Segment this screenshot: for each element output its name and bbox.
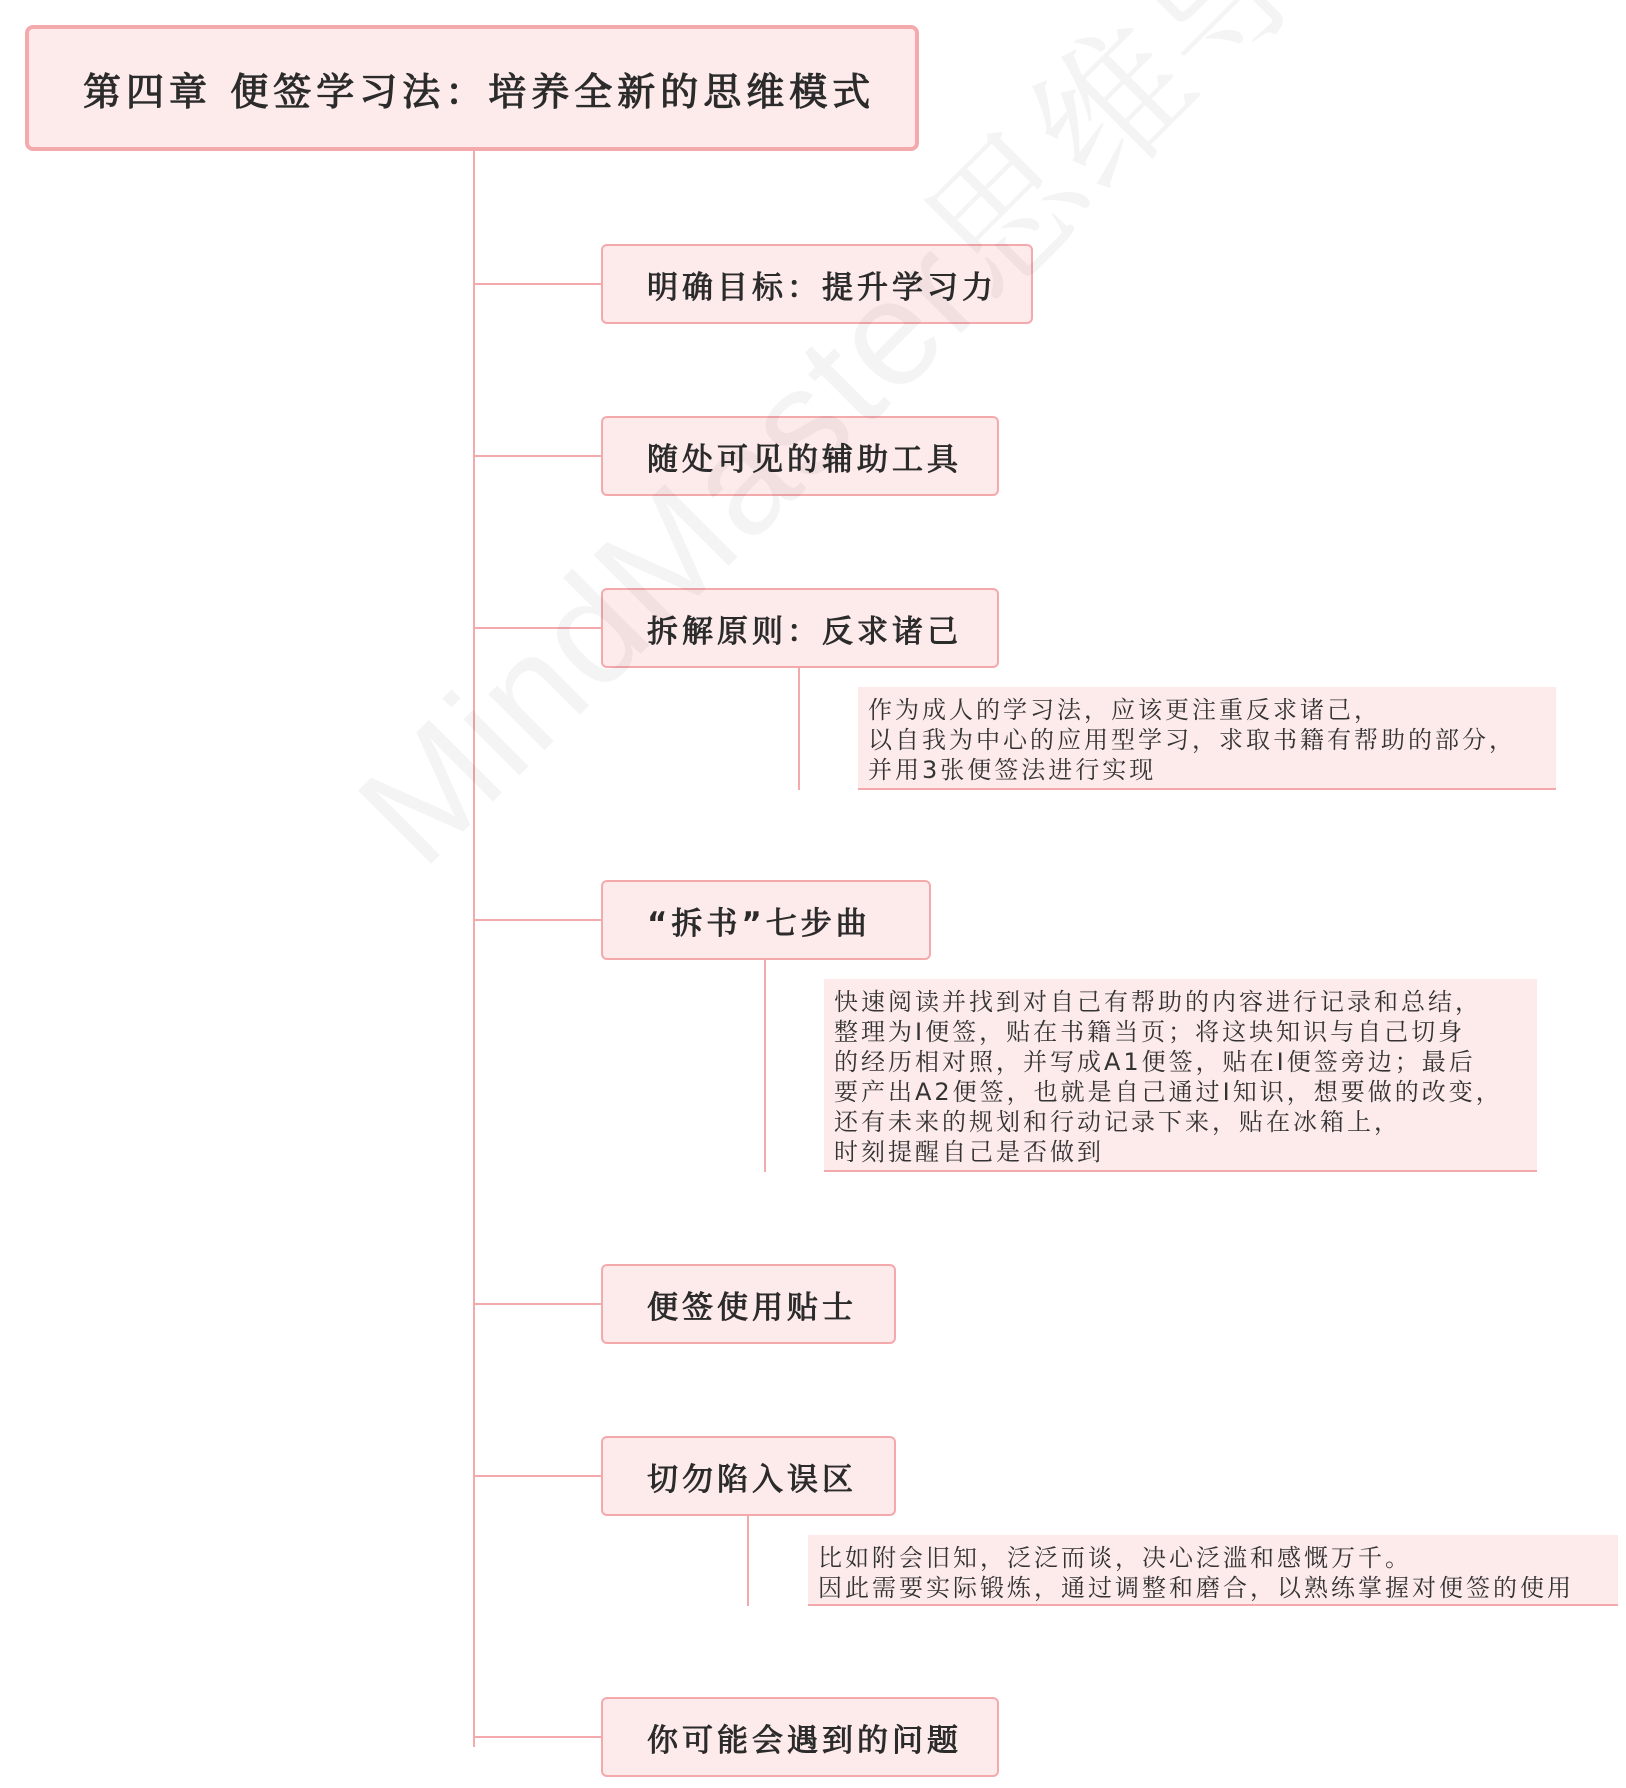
branch-line: [473, 1736, 603, 1738]
topic-label: “拆书”七步曲: [647, 905, 871, 942]
topic-label: 便签使用贴士: [647, 1289, 857, 1326]
topic-clear-goal[interactable]: [601, 244, 1033, 324]
branch-line: [473, 455, 603, 457]
topic-possible-problems[interactable]: [601, 1697, 999, 1777]
root-title: 第四章 便签学习法：培养全新的思维模式: [83, 69, 876, 114]
note-seven-steps[interactable]: 快速阅读并找到对自己有帮助的内容进行记录和总结， 整理为I便签，贴在书籍当页；将这块知识与自己切身 的经历相对照，并写成A1便签，贴在I便签旁边；最后 要产出A2便签，也就是自己通过I知识，想要做的改变， 还有未来的规划和行动记录下来，贴在冰箱上， 时刻提醒自己是否做到: [824, 979, 1537, 1172]
trunk-line: [473, 151, 475, 1747]
note-breakdown-principle[interactable]: 作为成人的学习法，应该更注重反求诸己， 以自我为中心的应用型学习，求取书籍有帮助的部分， 并用3张便签法进行实现: [858, 687, 1556, 790]
topic-label: 随处可见的辅助工具: [647, 441, 962, 478]
note-connector: [747, 1516, 749, 1606]
topic-label: 拆解原则：反求诸己: [647, 613, 962, 650]
topic-usage-tips[interactable]: [601, 1264, 896, 1344]
branch-line: [473, 1475, 603, 1477]
topic-avoid-pitfalls[interactable]: [601, 1436, 896, 1516]
branch-line: [473, 1303, 603, 1305]
topic-breakdown-principle[interactable]: [601, 588, 999, 668]
topic-label: 你可能会遇到的问题: [647, 1722, 962, 1759]
topic-label: 明确目标：提升学习力: [647, 269, 997, 306]
topic-seven-steps[interactable]: [601, 880, 931, 960]
topic-label: 切勿陷入误区: [647, 1461, 857, 1498]
root-topic[interactable]: [25, 25, 919, 151]
branch-line: [473, 283, 603, 285]
branch-line: [473, 627, 603, 629]
topic-auxiliary-tools[interactable]: [601, 416, 999, 496]
note-avoid-pitfalls[interactable]: 比如附会旧知，泛泛而谈，决心泛滥和感慨万千。 因此需要实际锻炼，通过调整和磨合，以熟练掌握对便签的使用: [808, 1535, 1618, 1606]
branch-line: [473, 919, 603, 921]
note-connector: [798, 668, 800, 790]
note-connector: [764, 960, 766, 1172]
